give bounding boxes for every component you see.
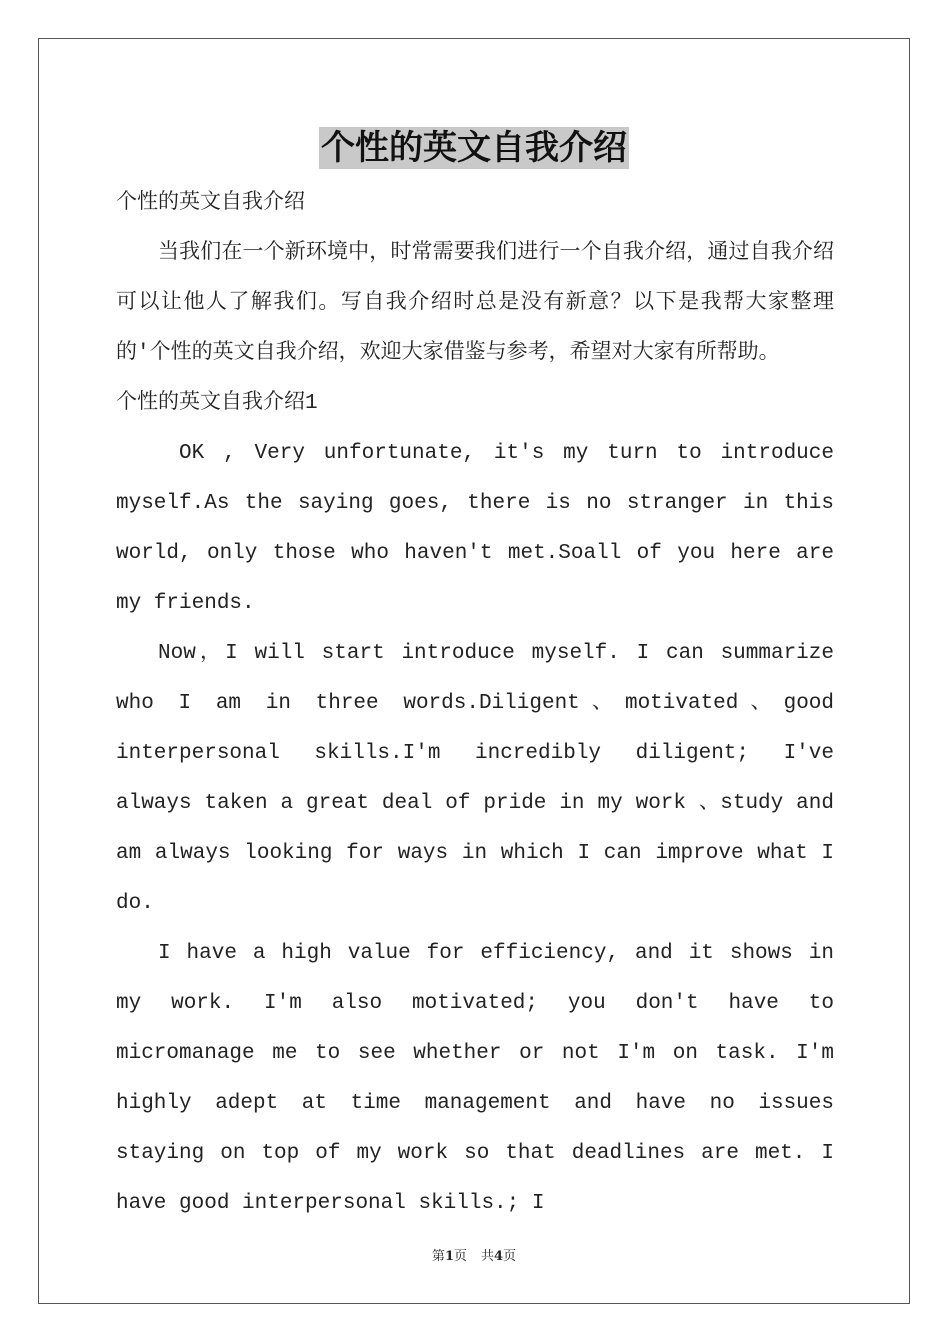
section-heading: 个性的英文自我介绍1	[116, 392, 318, 415]
page-number: 1	[444, 1249, 454, 1264]
intro-paragraph: 当我们在一个新环境中，时常需要我们进行一个自我介绍，通过自我介绍可以让他人了解我们。写自我介绍时总是没有新意？以下是我帮大家整理的'个性的英文自我介绍，欢迎大家借鉴与参考，希望对大家有所帮助。	[116, 242, 834, 365]
page-footer	[39, 1245, 909, 1264]
page-prefix: 第	[431, 1249, 445, 1264]
body-paragraph-1: OK , Very unfortunate, it's my turn to introduce myself.As the saying goes, there is no stranger in this world, only those who haven't met.Soall of you here are my friends.	[116, 442, 834, 615]
total-prefix: 共	[481, 1249, 495, 1264]
document-title: 个性的英文自我介绍	[321, 128, 627, 168]
total-pages: 4	[494, 1249, 504, 1264]
total-suffix: 页	[503, 1249, 517, 1264]
document-body	[116, 179, 834, 1229]
title-wrap	[39, 127, 909, 169]
document-page	[38, 38, 910, 1304]
document-subtitle: 个性的英文自我介绍	[116, 192, 305, 215]
body-paragraph-2: Now，I will start introduce myself. I can summarize who I am in three words.Diligent、motivated、good interpersonal skills.I'm incredibly diligent; I've always taken a great deal of pride in my work 、study and am always looking for ways in which I can improve what I do.	[116, 642, 834, 915]
page-suffix: 页	[453, 1249, 467, 1264]
body-paragraph-3: I have a high value for efficiency, and it shows in my work. I'm also motivated; you don't have to micromanage me to see whether or not I'm on task. I'm highly adept at time management and have no issues staying on top of my work so that deadlines are met. I have good interpersonal skills.; I	[116, 942, 834, 1215]
